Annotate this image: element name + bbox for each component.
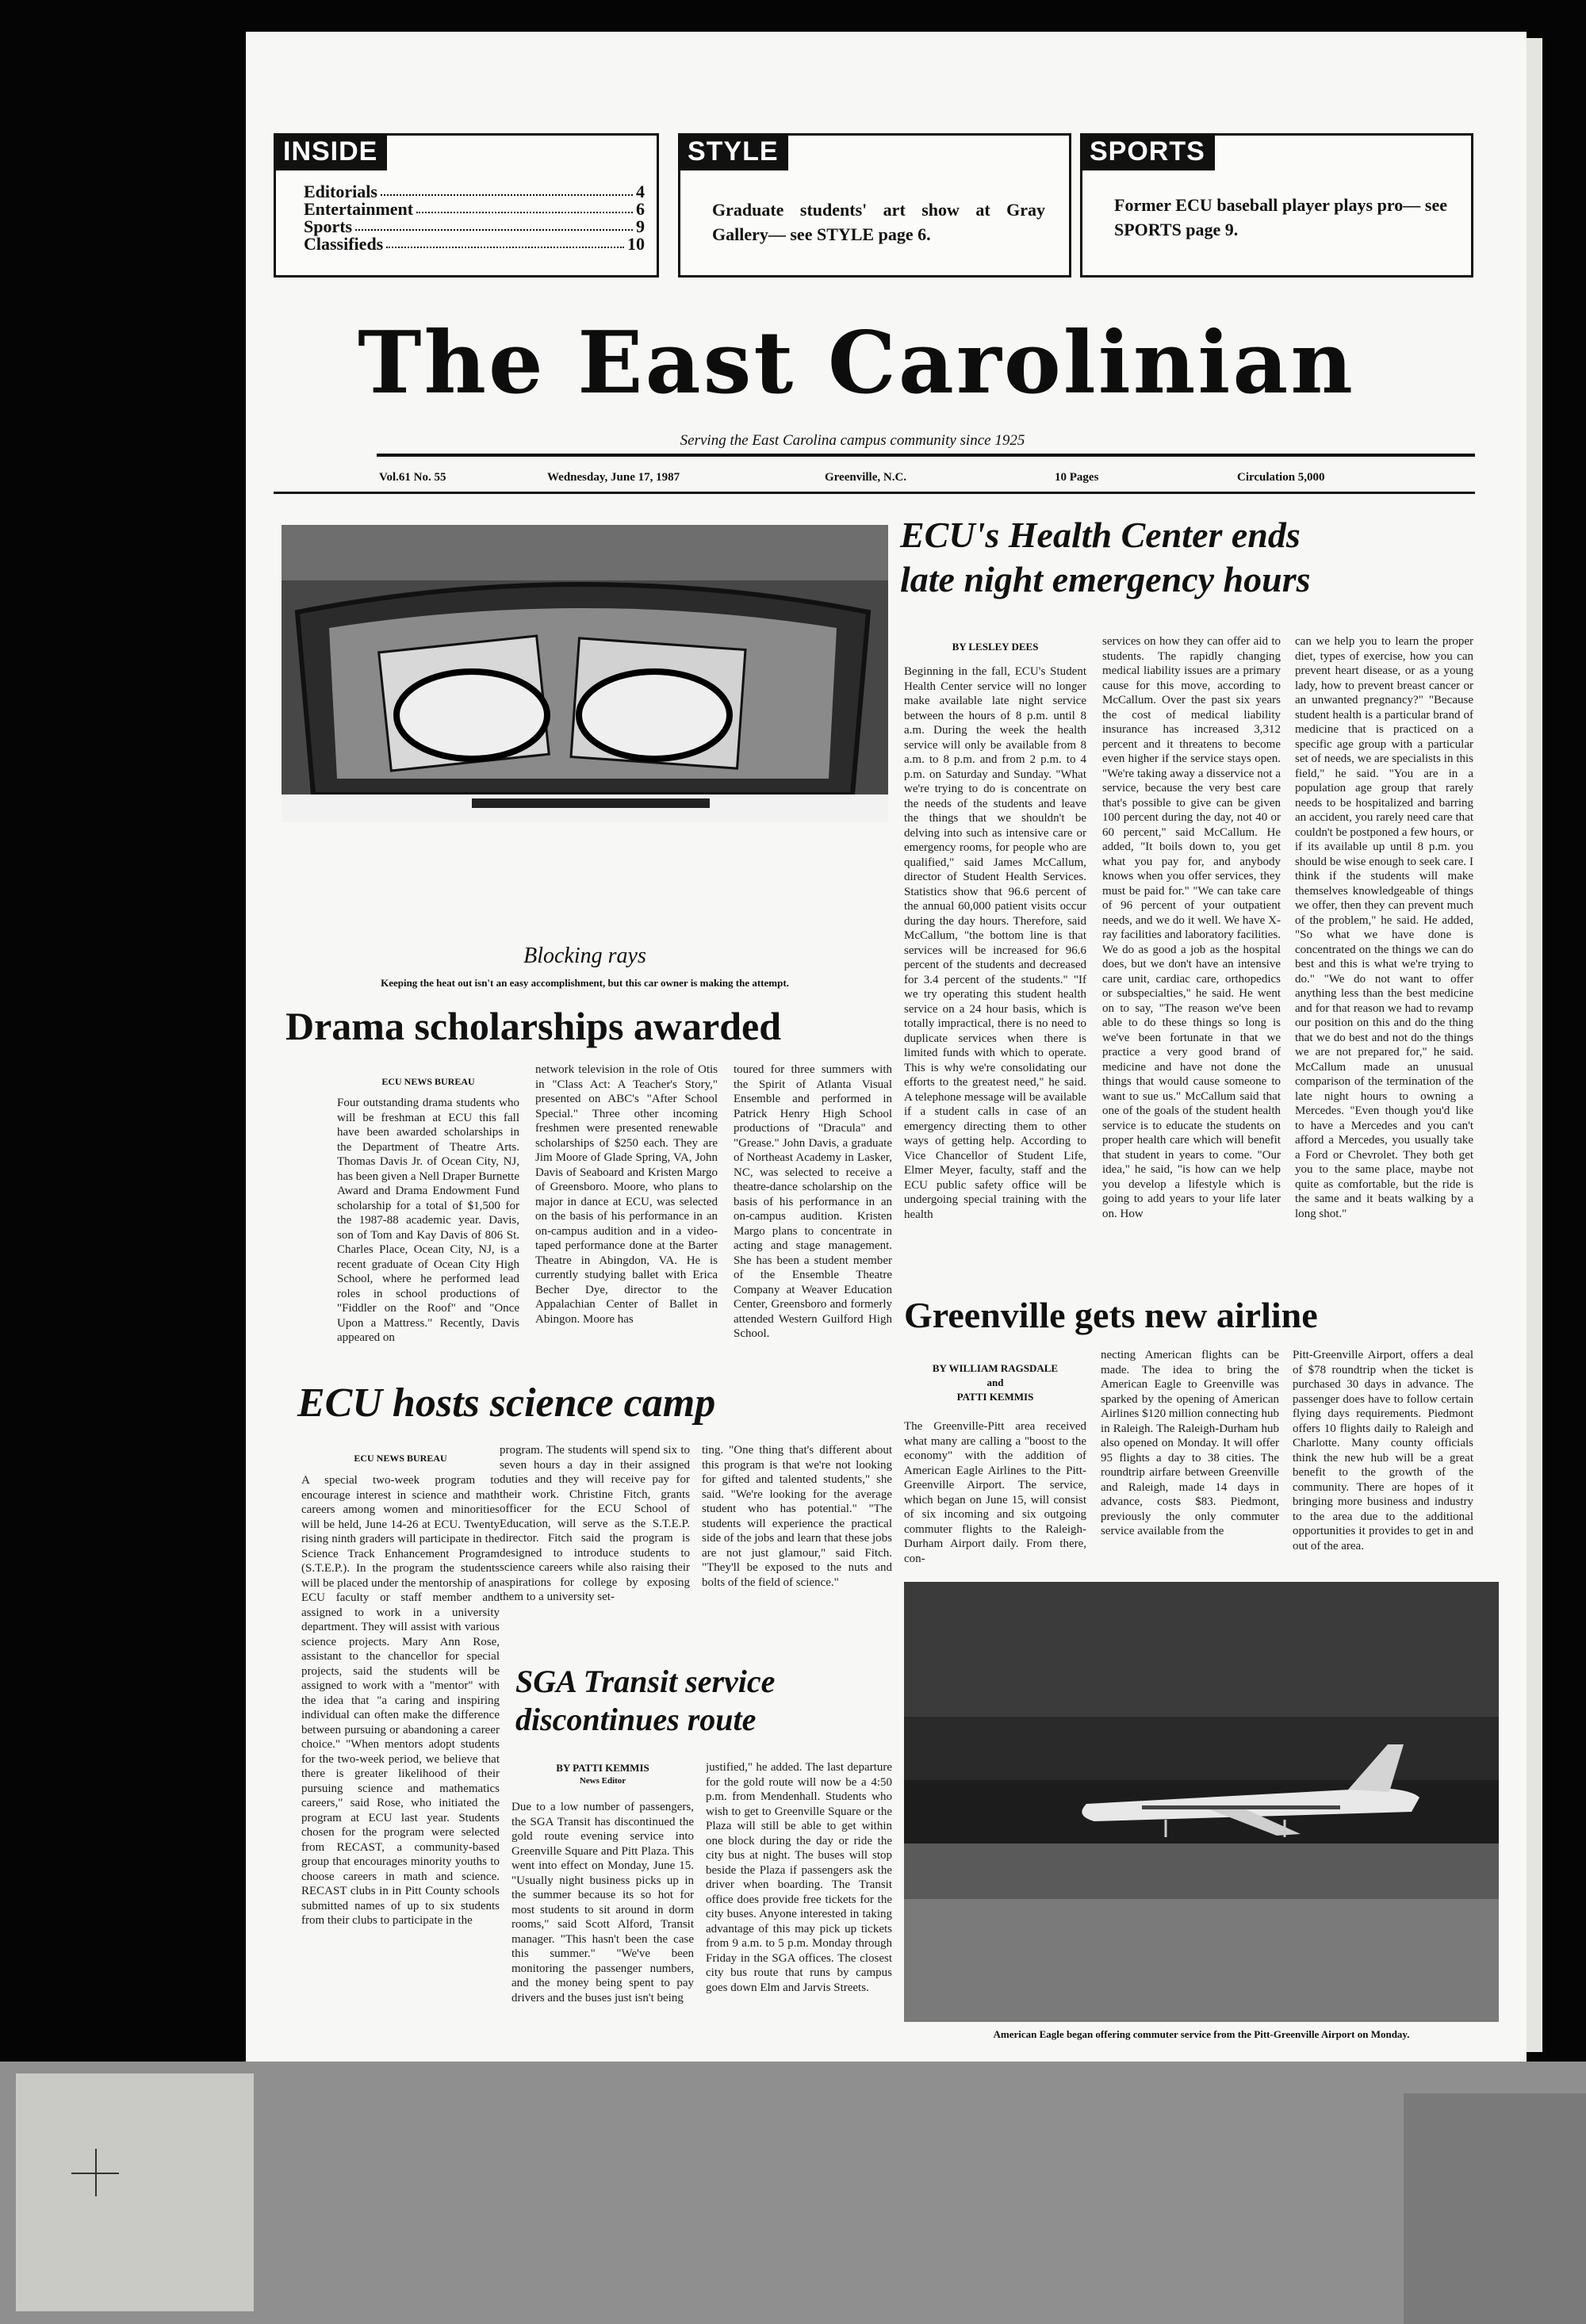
airline-byline-1: BY WILLIAM RAGSDALE	[932, 1362, 1059, 1374]
sga-column-2: justified," he added. The last departure for the gold route will now be a 4:50 p.m. from Mendenhall. Students who wish to get to Greenville Square or the Plaza will still be able to get within one block during the day or ride the city bus at night. The buses will stop beside the Plaza if passengers ask the driver when boarding. The Transit office does provide free tickets for the city buses. Anyone interested in taking advantage of this may pick up tickets from 9 a.m. to 5 p.m. Monday through Friday in the SGA offices. The closest city bus route that runs by campus goes down Elm and Jarvis Streets.	[706, 1761, 892, 1994]
drama-headline: Drama scholarships awarded	[285, 1004, 782, 1048]
car-windshield-illustration	[282, 525, 888, 822]
sga-headline-line-1: SGA Transit service	[515, 1664, 776, 1699]
registration-mark-v	[95, 2149, 97, 2196]
masthead-rule-top	[377, 454, 1475, 457]
dateline-volume: Vol.61 No. 55	[379, 471, 446, 484]
sga-headline-line-2: discontinues route	[515, 1702, 757, 1737]
health-byline: BY LESLEY DEES	[952, 641, 1039, 653]
index-row-sports: Sports 9	[304, 216, 645, 236]
drama-column-3: toured for three summers with the Spirit of Atlanta Visual Ensemble and performed in Patrick Henry High School productions of "Dracula" and "Grease." John Davis, a graduate of Northeast Academy in Lasker, NC, was selected to receive a theatre-dance scholarship on the basis of his performance in an on-campus audition. Kristen Margo plans to concentrate in acting and stage management. She has been a student member of the Ensemble Theatre Company at Weaver Education Center, Greensboro and formerly attended Western Guilford High School.	[734, 1063, 892, 1340]
airline-photo-caption: American Eagle began offering commuter service from the Pitt-Greenville Airport on Monday.	[993, 2028, 1410, 2040]
mounting-tape-label	[16, 2073, 254, 2311]
drama-column-1: Four outstanding drama students who will be freshman at ECU this fall have been awarded scholarships in the Department of Theatre Arts. Thomas Davis Jr. of Ocean City, NJ, has been given a Nell Draper Burnette Award and Drama Endowment Fund scholarship for a total of $1,500 for the 1987-88 academic year. Davis, son of Tom and Kay Davis of 806 St. Charles Place, Ocean City, NJ, is a recent graduate of Ocean City High School, where he performed lead roles in school productions of "Fiddler on the Roof" and "Once Upon a Mattress." Recently, Davis appeared on	[337, 1097, 519, 1344]
airline-column-3: Pitt-Greenville Airport, offers a deal of $78 roundtrip when the ticket is purchased 30 days in advance. The passenger does have to follow certain flying days requirements. Piedmont offers 10 flights daily to Raleigh and Charlotte. Many county officials think the new hub will be a great benefit to the growth of the community. There are hopes of it bringing more business and industry to the area due to the additional opportunities it provides to get in and out of the area.	[1293, 1349, 1473, 1553]
inside-tag: INSIDE	[274, 133, 387, 170]
health-headline-line-1: ECU's Health Center ends	[900, 515, 1301, 555]
airline-column-1: The Greenville-Pitt area received what many are calling a "boost to the economy" with the addition of American Eagle Airlines to the Pitt-Greenville Airport. The service, which began on June 15, will consist of six incoming and six outgoing commuter flights to the Raleigh-Durham Airport daily. From there, con-	[904, 1420, 1086, 1565]
index-row-entertainment: Entertainment 6	[304, 199, 645, 219]
dateline-date: Wednesday, June 17, 1987	[547, 471, 680, 484]
dateline-place: Greenville, N.C.	[825, 471, 907, 484]
health-headline-line-2: late night emergency hours	[900, 559, 1311, 599]
airline-byline-2: and	[986, 1376, 1004, 1388]
photo-title-blocking-rays: Blocking rays	[523, 944, 646, 968]
drama-byline: ECU NEWS BUREAU	[381, 1076, 475, 1087]
airplane-photo	[904, 1582, 1499, 2022]
health-column-2: services on how they can offer aid to students. The rapidly changing medical liability issues are a primary cause for this move, according to McCallum. Over the past six years the cost of medical liability insurance has increased 3,312 percent and it threatens to become even higher if the service stays open. "We're taking away a disservice not a service, because the very best care that's possible to give can be given 100 percent during the day, not 40 or 60 percent," said McCallum. He added, "It boils down to, you get what you pay for, and anybody knows when you offer services, they must be paid for." "We can take care of 96 percent of your outpatient needs, and we do it well. We have X-ray facilities and laboratory facilities. We do as good a job as the hospital does, but we don't have an intensive care unit, cardiac care, orthopedics or subspecialties," he said. He went on to say, "The reason we've been able to do these things so long is we've been fortunate in that we practice a very good brand of medicine and have not done the things that would cause someone to want to sue us." McCallum said that one of the goals of the student health service is to educate the students on proper health care which will benefit that student in years to come. "Our idea," he said, "is how can we help you develop a lifestyle which is going to add years to your life later on. How	[1102, 635, 1281, 1220]
dateline-pages: 10 Pages	[1055, 471, 1099, 484]
science-column-1: A special two-week program to encourage interest in science and math careers among women and minorities will be held, June 14-26 at ECU. Twenty rising ninth graders will participate in the Science Track Enhancement Program (S.T.E.P.). In the program the students will be placed under the mentorship of an ECU faculty or staff member and assigned to work in a university department. They will assist with various science projects. Mary Ann Rose, assistant to the chancellor for special projects, said the students will be assigned to work with a "mentor" with the idea that "a caring and inspiring individual can often make the difference between pursuing or abandoning a career choice." "When mentors adopt students for the two-week period, we believe that there is greater likelihood of their pursuing science and mathematics careers," said Rose, who initiated the program at ECU last year. Students chosen for the program were selected from RECAST, a community-based group that encourages minority youths to choose careers in math and science. RECAST clubs in in Pitt County schools submitted names of up to six students from their clubs to participate in the	[301, 1474, 500, 1927]
masthead-title: The East Carolinian	[358, 313, 1355, 413]
sports-teaser-text: Former ECU baseball player plays pro— see SPORTS page 9.	[1114, 195, 1447, 239]
inside-index-list	[304, 183, 645, 253]
sga-byline-title: News Editor	[579, 1776, 626, 1786]
inside-index-box	[274, 133, 659, 278]
sga-byline: BY PATTI KEMMIS	[556, 1762, 649, 1774]
masthead-motto: Serving the East Carolina campus community since 1925	[680, 432, 1025, 449]
sports-teaser-box	[1080, 133, 1473, 278]
paper-edge	[1527, 38, 1542, 2052]
airplane-illustration	[904, 1582, 1499, 2022]
index-row-classifieds: Classifieds 10	[304, 234, 645, 254]
health-column-1: Beginning in the fall, ECU's Student Health Center service will no longer make available late night service between the hours of 8 p.m. until 8 a.m. During the week the health service will only be available from 8 a.m. to 8 p.m. and from 2 p.m. to 4 p.m. on Saturday and Sunday. "What we're trying to do is concentrate on the needs of the students and leave the things that we shouldn't be delving into such as intensive care or emergency rooms, for people who are qualified," said James McCallum, director of Student Health Services. Statistics show that 96.6 percent of the annual 60,000 patient visits occur during the day hours. Therefore, said McCallum, "the bottom line is that services will be increased for 96.6 percent of the students and decreased for 3.4 percent of the students." "If we try operating this student health service on a 24 hour basis, which is totally impractical, there is no need to duplicate services when there is limited funds with which to operate. This is why we're consolidating our efforts to the greatest need," he said. A telephone message will be available if a student calls in case of an emergency directing them to other ways of getting help. According to Vice Chancellor of Student Life, Elmer Meyer, faculty, staff and the ECU public safety office will be undergoing special training with the health	[904, 665, 1086, 1221]
health-column-3: can we help you to learn the proper diet, types of exercise, how you can prevent heart disease, or as a young lady, how to prevent breast cancer or an unwanted pregnancy?" "Because student health is a particular brand of medicine that is practiced on a specific age group with a particular set of needs, we are specialists in this field," he said. "You are in a population age group that rarely needs to be hospitalized and barring an accident, you rarely need care that couldn't be postponed a few hours, or if its available up until 8 p.m. you should be wise enough to seek care. I think if the students will make themselves knowledgeable of things we offer, then they can prevent much of the problem," he said. He added, "So what we have done is concentrated on the things we can do best and this is what we're trying to do." "We do not want to offer anything less than the best medicine and for that reason we had to revamp our position on this and do the thing that we do best and not do the things we are not prepared for," he said. McCallum made an unusual comparison of the termination of the late night hours to owning a Mercedes. "Even though you'd like to have a Mercedes and you can't afford a Mercedes, you usually take a Ford or Chevrolet. They both get you to the same place, maybe not quite as comfortable, but the ride is the same and it beats walking by a long shot."	[1295, 635, 1473, 1220]
sga-column-1: Due to a low number of passengers, the SGA Transit has discontinued the gold route evening service into Greenville Square and Pitt Plaza. This went into effect on Monday, June 15. "Usually night business picks up in the summer because its so hot for most students to sit around in dorm rooms," said Scott Alford, Transit manager. "This hasn't been the case this summer." "We've been monitoring the passenger numbers, and the money being spent to pay drivers and the buses just isn't being	[511, 1801, 694, 2004]
airline-headline: Greenville gets new airline	[904, 1295, 1318, 1335]
dateline-circulation: Circulation 5,000	[1237, 471, 1325, 484]
photo-caption-car: Keeping the heat out isn't an easy accomplishment, but this car owner is making the attempt.	[381, 977, 789, 989]
airline-column-2: necting American flights can be made. The idea to bring the American Eagle to Greenville was sparked by the opening of American Airlines $120 million connecting hub in Raleigh. The Raleigh-Durham hub also opened on Monday. It will offer 95 flights a day to 38 cities. The roundtrip airfare between Greenville and Raleigh, made 14 days in advance, costs $83. Piedmont, previously the only commuter service available from the	[1101, 1349, 1279, 1537]
airline-byline-3: PATTI KEMMIS	[956, 1391, 1034, 1403]
mounting-tape-right	[1404, 2093, 1586, 2324]
drama-column-2: network television in the role of Otis in "Class Act: A Teacher's Story," presented on ABC's "After School Special." Three other incoming freshmen were presented renewable scholarships of $250 each. They are Jim Moore of Glade Spring, VA, John Davis of Seaboard and Kristen Margo of Greensboro. Moore, who plans to major in dance at ECU, was selected on the basis of his performance in an on-campus audition and in a video-taped performance done at the Barter Theatre in Abingdon, VA. He is currently studying ballet with Erica Becher Dye, director to the Appalachian Center of Ballet in Abingon. Moore has	[535, 1063, 718, 1326]
science-headline: ECU hosts science camp	[297, 1380, 716, 1426]
style-teaser-text: Graduate students' art show at Gray Gallery— see STYLE page 6.	[712, 200, 1045, 244]
science-column-2: program. The students will spend six to seven hours a day in their assigned duties and they will receive pay for their work. Christine Fitch, grants officer for the ECU School of Education, will serve as the S.T.E.P. director. Fitch said the program is designed to introduce students to science careers while also raising their aspirations for college by exposing them to a university set-	[500, 1444, 690, 1603]
masthead-rule-bottom	[274, 492, 1475, 494]
index-row-editorials: Editorials 4	[304, 182, 645, 201]
style-tag: STYLE	[678, 133, 788, 170]
style-teaser-box	[678, 133, 1071, 278]
science-column-3: ting. "One thing that's different about this program is that we're not looking for gifted and talented students," she said. "We're looking for the average student who has potential." "The students will experience the practical side of the jobs and learn that these jobs are not just glamour," said Fitch. "They'll be exposed to the nuts and bolts of the field of science."	[702, 1444, 892, 1589]
science-byline: ECU NEWS BUREAU	[354, 1453, 447, 1464]
sports-tag: SPORTS	[1080, 133, 1215, 170]
car-windshield-photo	[282, 525, 888, 822]
